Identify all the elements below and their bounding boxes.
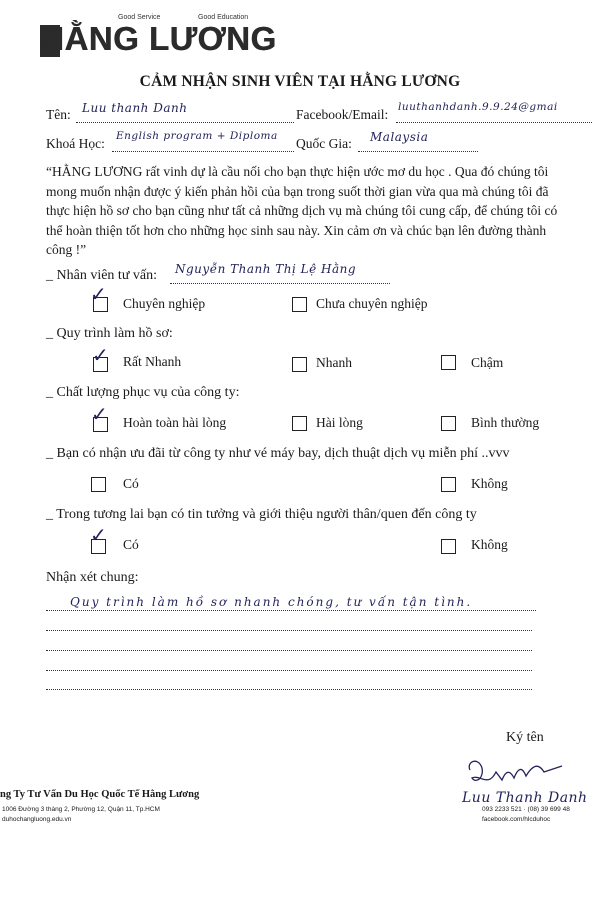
checkmark-icon: ✓: [90, 523, 107, 547]
country-label: Quốc Gia:: [296, 136, 352, 151]
checkmark-icon: ✓: [90, 282, 107, 306]
q1-option-1-label: Chưa chuyên nghiệp: [316, 296, 428, 311]
comment-line-4: [46, 670, 532, 671]
checkmark-icon: ✓: [92, 343, 109, 367]
q3-option-2-label: Bình thường: [471, 415, 540, 430]
signature-scribble: [462, 748, 572, 794]
q4-option-0-checkbox[interactable]: [91, 477, 106, 492]
q1-label: _ Nhân viên tư vấn:: [46, 268, 158, 283]
brand-name: HẰNG LƯƠNG: [40, 20, 277, 57]
q1-value[interactable]: Nguyễn Thanh Thị Lệ Hằng: [175, 262, 357, 276]
q2-option-0-label: Rất Nhanh: [123, 354, 182, 369]
footer-address: 1006 Đường 3 tháng 2, Phường 12, Quận 11, Tp.HCM: [2, 806, 160, 813]
tagline-education: Good Education: [198, 14, 249, 21]
q1-option-0-label: Chuyên nghiệp: [123, 296, 206, 311]
q5-option-1-checkbox[interactable]: [441, 539, 456, 554]
contact-value[interactable]: luuthanhdanh.9.9.24@gmai: [398, 101, 558, 113]
q4-label: _ Bạn có nhận ưu đãi từ công ty như vé máy bay, dịch thuật dịch vụ miễn phí ..vvv: [46, 446, 510, 461]
q5-option-0-label: Có: [123, 537, 139, 552]
footer-website: duhochangluong.edu.vn: [2, 816, 72, 823]
course-value[interactable]: English program + Diploma: [116, 130, 278, 142]
comment-label: Nhận xét chung:: [46, 570, 139, 585]
q2-label: _ Quy trình làm hồ sơ:: [46, 326, 173, 341]
q3-option-1-label: Hài lòng: [316, 415, 363, 430]
signer-name: Luu Thanh Danh: [462, 790, 588, 806]
q2-option-1-checkbox[interactable]: [292, 357, 307, 372]
q3-label: _ Chất lượng phục vụ của công ty:: [46, 385, 240, 400]
brand-logo: [40, 14, 310, 62]
footer-phone: 093 2233 521 · (08) 39 699 48: [482, 806, 570, 813]
q1-option-1-checkbox[interactable]: [292, 297, 307, 312]
name-value[interactable]: Luu thanh Danh: [82, 101, 188, 115]
comment-line-1: [46, 610, 536, 611]
q5-label: _ Trong tương lai bạn có tin tưởng và giới thiệu người thân/quen đến công ty: [46, 507, 477, 522]
q5-option-1-label: Không: [471, 537, 508, 552]
q3-option-1-checkbox[interactable]: [292, 416, 307, 431]
name-label: Tên:: [46, 107, 71, 122]
course-label: Khoá Học:: [46, 136, 105, 151]
tagline-service: Good Service: [118, 14, 161, 21]
contact-label: Facebook/Email:: [296, 107, 389, 122]
comment-line-5: [46, 689, 532, 690]
footer-facebook: facebook.com/hlcduhoc: [482, 816, 551, 823]
comment-line-2: [46, 630, 532, 631]
q2-option-2-label: Chậm: [471, 355, 504, 370]
country-value[interactable]: Malaysia: [370, 130, 429, 144]
q3-option-2-checkbox[interactable]: [441, 416, 456, 431]
intro-paragraph: “HẰNG LƯƠNG rất vinh dự là cầu nối cho bạn thực hiện ước mơ du học . Qua đó chúng tôi mong muốn nhận được ý kiến phản hồi của bạn trong suốt thời gian vừa qua mà chúng tôi đã thực hiện hồ sơ cho bạn cũng như tất cả những dịch vụ mà chúng tôi cung cấp, để chúng tôi có thể hoàn thiện tốt hơn cho những học sinh sau này. Xin cảm ơn và chúc bạn lên đường thành công !”: [46, 164, 558, 257]
q2-option-2-checkbox[interactable]: [441, 355, 456, 370]
q4-option-1-checkbox[interactable]: [441, 477, 456, 492]
form-title: CẢM NHẬN SINH VIÊN TẠI HẰNG LƯƠNG: [139, 73, 461, 90]
q3-option-0-label: Hoàn toàn hài lòng: [123, 415, 227, 430]
q4-option-1-label: Không: [471, 476, 508, 491]
checkmark-icon: ✓: [91, 402, 108, 426]
q2-option-1-label: Nhanh: [316, 355, 352, 370]
comment-line-3: [46, 650, 532, 651]
footer-company: ng Ty Tư Vấn Du Học Quốc Tế Hằng Lương: [0, 789, 200, 800]
comment-value[interactable]: Quy trình làm hồ sơ nhanh chóng, tư vấn tận tình.: [70, 595, 473, 609]
sign-label: Ký tên: [506, 730, 544, 745]
q4-option-0-label: Có: [123, 476, 139, 491]
